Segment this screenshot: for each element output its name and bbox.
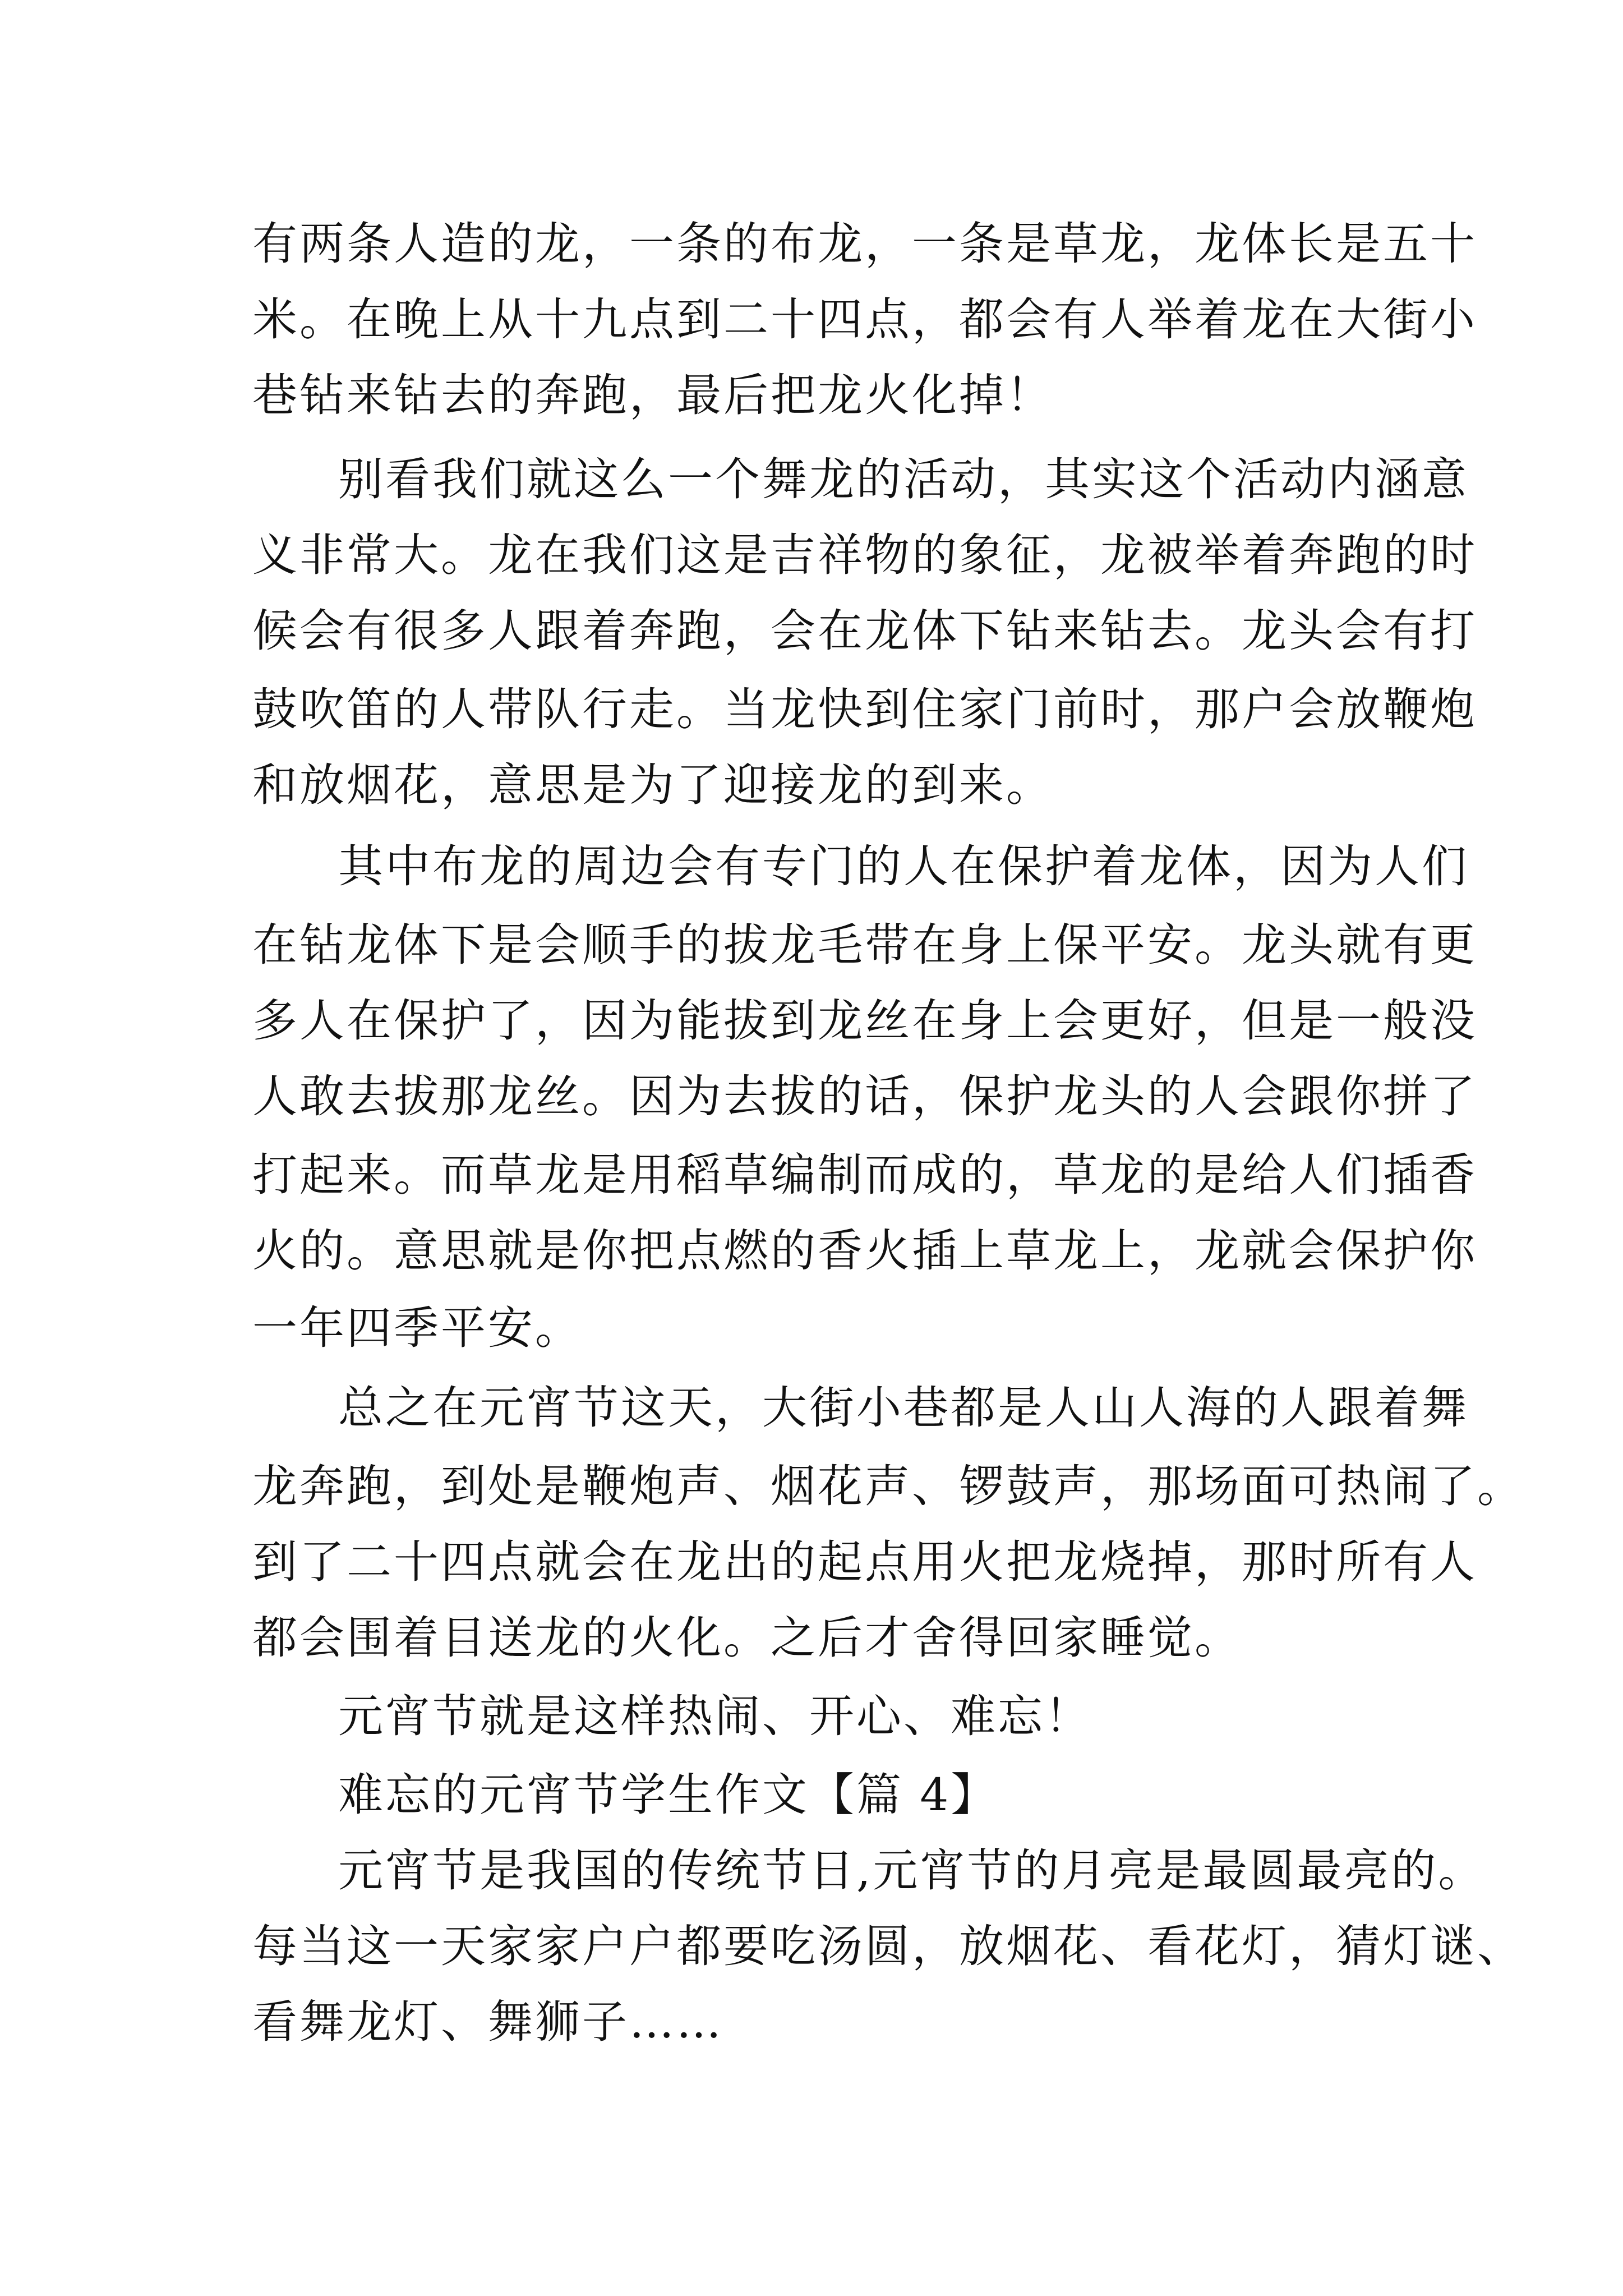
text-line: 巷钻来钻去的奔跑，最后把龙火化掉！ bbox=[252, 369, 1053, 421]
paragraph-first-line: 别看我们就这么一个舞龙的活动，其实这个活动内涵意 bbox=[338, 453, 1469, 505]
text-line: 鼓吹笛的人带队行走。当龙快到住家门前时，那户会放鞭炮 bbox=[252, 683, 1477, 735]
text-line: 米。在晚上从十九点到二十四点，都会有人举着龙在大街小 bbox=[252, 293, 1477, 346]
paragraph-first-line: 总之在元宵节这天，大街小巷都是人山人海的人跟着舞 bbox=[338, 1382, 1469, 1434]
text-line: 义非常大。龙在我们这是吉祥物的象征，龙被举着奔跑的时 bbox=[252, 529, 1477, 581]
text-line: 到了二十四点就会在龙出的起点用火把龙烧掉，那时所有人 bbox=[252, 1536, 1477, 1588]
text-line: 人敢去拔那龙丝。因为去拔的话，保护龙头的人会跟你拼了 bbox=[252, 1070, 1477, 1122]
text-line: 和放烟花，意思是为了迎接龙的到来。 bbox=[252, 759, 1053, 811]
text-line: 在钻龙体下是会顺手的拔龙毛带在身上保平安。龙头就有更 bbox=[252, 919, 1477, 971]
text-line: 打起来。而草龙是用稻草编制而成的，草龙的是给人们插香 bbox=[252, 1149, 1477, 1201]
paragraph-first-line: 其中布龙的周边会有专门的人在保护着龙体，因为人们 bbox=[338, 840, 1469, 892]
paragraph-first-line: 元宵节就是这样热闹、开心、难忘！ bbox=[338, 1690, 1092, 1742]
text-line: 都会围着目送龙的火化。之后才舍得回家睡觉。 bbox=[252, 1612, 1242, 1664]
text-line: 每当这一天家家户户都要吃汤圆，放烟花、看花灯，猜灯谜、 bbox=[252, 1920, 1524, 1972]
text-line: 有两条人造的龙，一条的布龙，一条是草龙，龙体长是五十 bbox=[252, 218, 1477, 270]
text-line: 看舞龙灯、舞狮子…… bbox=[252, 1996, 723, 2048]
paragraph-first-line: 元宵节是我国的传统节日,元宵节的月亮是最圆最亮的。 bbox=[338, 1844, 1486, 1897]
text-line: 一年四季平安。 bbox=[252, 1302, 582, 1354]
text-line: 龙奔跑，到处是鞭炮声、烟花声、锣鼓声，那场面可热闹了。 bbox=[252, 1460, 1524, 1512]
section-heading: 难忘的元宵节学生作文【篇 4】 bbox=[338, 1769, 998, 1821]
text-line: 候会有很多人跟着奔跑，会在龙体下钻来钻去。龙头会有打 bbox=[252, 605, 1477, 657]
text-line: 多人在保护了，因为能拔到龙丝在身上会更好，但是一般没 bbox=[252, 995, 1477, 1047]
text-line: 火的。意思就是你把点燃的香火插上草龙上，龙就会保护你 bbox=[252, 1225, 1477, 1277]
